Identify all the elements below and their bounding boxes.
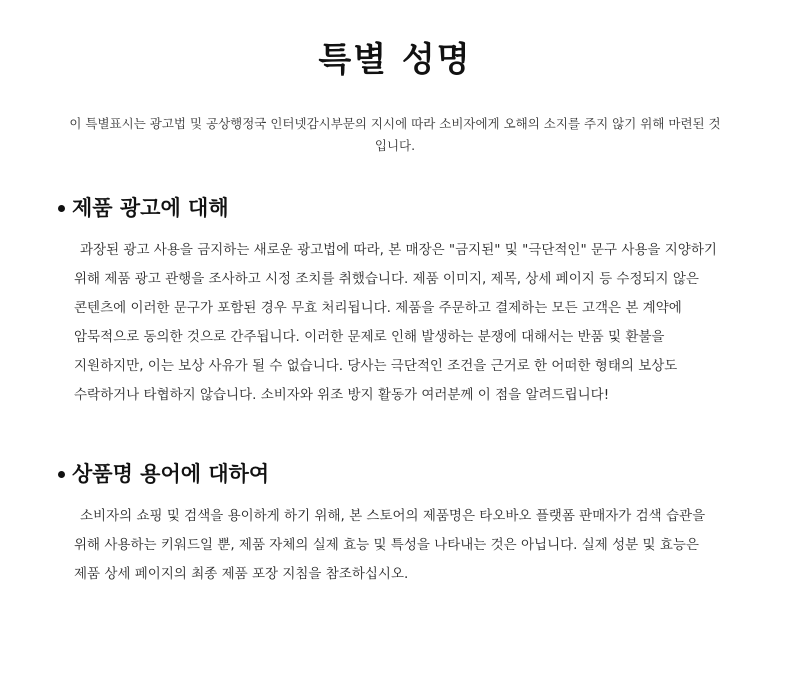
section-heading-label: 제품 광고에 대해: [72, 195, 229, 220]
intro-paragraph: 이 특별표시는 광고법 및 공상행정국 인터넷감시부문의 지시에 따라 소비자에게 오해의 소지를 주지 않기 위해 마련된 것입니다.: [69, 115, 721, 154]
section-product-advertising: [56, 192, 734, 410]
section-heading-product-naming: [56, 458, 734, 488]
section-body-product-advertising: 과장된 광고 사용을 금지하는 새로운 광고법에 따라, 본 매장은 "금지된" 및 "극단적인" 문구 사용을 지양하기 위해 제품 광고 관행을 조사하고 시정 조치를 취했습니다. 제품 이미지, 제목, 상세 페이지 등 수정되지 않은 콘텐츠에 이러한 문구가 포함된 경우 무효 처리됩니다. 제품을 주문하고 결제하는 모든 고객은 본 계약에 암묵적으로 동의한 것으로 간주됩니다. 이러한 문제로 인해 발생하는 분쟁에 대해서는 반품 및 환불을 지원하지만, 이는 보상 사유가 될 수 없습니다. 당사는 극단적인 조건을 근거로 한 어떠한 형태의 보상도 수락하거나 타협하지 않습니다. 소비자와 위조 방지 활동가 여러분께 이 점을 알려드립니다!: [74, 241, 717, 403]
section-product-naming: [56, 458, 734, 589]
bullet-dot-icon: [58, 205, 65, 212]
section-heading-label: 상품명 용어에 대하여: [72, 461, 270, 486]
page-title: 특별 성명: [318, 40, 472, 80]
bullet-dot-icon: [58, 471, 65, 478]
section-body-product-naming: 소비자의 쇼핑 및 검색을 용이하게 하기 위해, 본 스토어의 제품명은 타오바오 플랫폼 판매자가 검색 습관을 위해 사용하는 키워드일 뿐, 제품 자체의 실제 효능 및 특성을 나타내는 것은 아닙니다. 실제 성분 및 효능은 제품 상세 페이지의 최종 제품 포장 지침을 참조하십시오.: [74, 507, 706, 582]
section-heading-product-advertising: [56, 192, 734, 222]
